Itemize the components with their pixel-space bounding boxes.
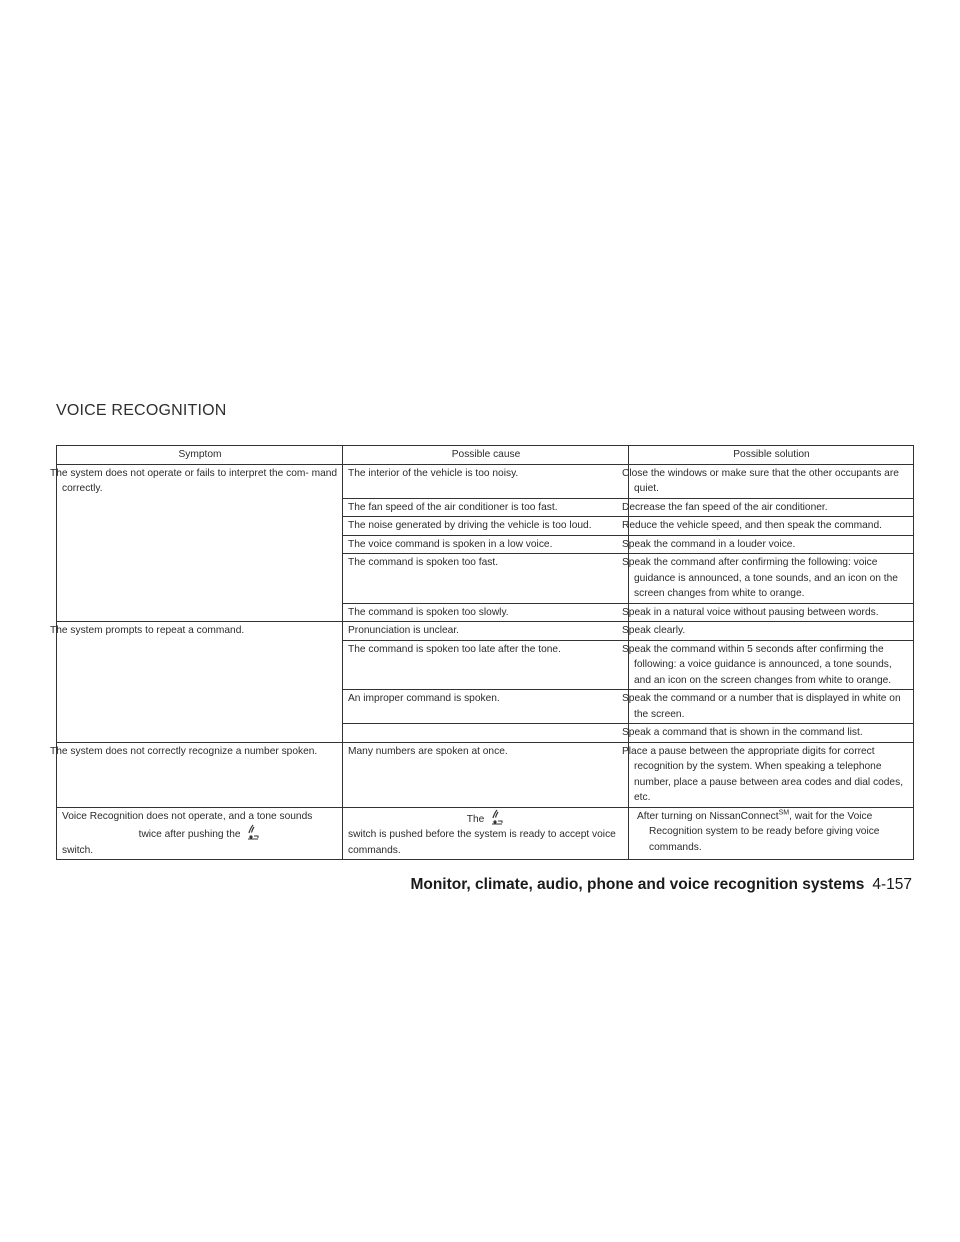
symptom-cell: The system does not operate or fails to interpret the com- mand correctly.: [57, 464, 343, 622]
cause-text-line1: The: [466, 813, 485, 825]
header-possible-cause: Possible cause: [343, 446, 629, 465]
cause-cell: The command is spoken too fast.: [343, 554, 629, 604]
page-footer: [410, 876, 912, 894]
cause-cell: An improper command is spoken.: [343, 690, 629, 724]
voice-recognition-table: [50, 445, 914, 860]
solution-cell: Decrease the fan speed of the air conditioner.: [629, 498, 914, 517]
solution-cell: Close the windows or make sure that the other occupants are quiet.: [629, 464, 914, 498]
cause-cell: The command is spoken too slowly.: [343, 603, 629, 622]
solution-cell: Speak a command that is shown in the command list.: [629, 724, 914, 743]
cause-cell: The command is spoken too late after the tone.: [343, 640, 629, 690]
cause-cell: Pronunciation is unclear.: [343, 622, 629, 641]
cause-cell: The interior of the vehicle is too noisy.: [343, 464, 629, 498]
solution-cell: Speak clearly.: [629, 622, 914, 641]
section-title: VOICE RECOGNITION: [56, 402, 227, 419]
solution-text-post: , wait for the Voice Recognition system to be ready before giving voice commands.: [649, 810, 880, 853]
solution-cell: Speak the command in a louder voice.: [629, 535, 914, 554]
service-mark: SM: [778, 809, 790, 817]
table-row: [57, 464, 914, 498]
solution-text-pre: After turning on NissanConnect: [637, 810, 779, 822]
solution-cell: Place a pause between the appropriate digits for correct recognition by the system. When speaking a telephone number, place a pause between area codes and dial codes, etc.: [629, 742, 914, 807]
table-row: [57, 622, 914, 641]
symptom-text-line3: switch.: [62, 844, 94, 856]
solution-cell: Speak the command or a number that is displayed in white on the screen.: [629, 690, 914, 724]
cause-cell: The fan speed of the air conditioner is too fast.: [343, 498, 629, 517]
symptom-cell: The system does not correctly recognize a number spoken.: [57, 742, 343, 807]
solution-cell: [629, 807, 914, 860]
solution-cell: Reduce the vehicle speed, and then speak the command.: [629, 517, 914, 536]
table-row: [57, 742, 914, 807]
header-possible-solution: Possible solution: [629, 446, 914, 465]
symptom-text-line1: Voice Recognition does not operate, and a tone sounds: [62, 810, 313, 822]
cause-cell: Many numbers are spoken at once.: [343, 742, 629, 807]
cause-cell: The voice command is spoken in a low voice.: [343, 535, 629, 554]
symptom-cell: The system prompts to repeat a command.: [57, 622, 343, 743]
solution-cell: Speak the command after confirming the following: voice guidance is announced, a tone sounds, and an icon on the screen changes from white to orange.: [629, 554, 914, 604]
voice-recognition-switch-icon: [245, 824, 261, 842]
symptom-cell: [57, 807, 343, 860]
header-symptom: Symptom: [57, 446, 343, 465]
solution-cell: Speak in a natural voice without pausing between words.: [629, 603, 914, 622]
table-row: [57, 807, 914, 860]
table-header-row: [57, 446, 914, 465]
footer-section-title: Monitor, climate, audio, phone and voice recognition systems: [410, 876, 865, 893]
cause-cell: The noise generated by driving the vehicle is too loud.: [343, 517, 629, 536]
cause-text-line2: switch is pushed before the system is ready to accept voice commands.: [348, 829, 616, 856]
symptom-text-line2: twice after pushing the: [138, 829, 241, 840]
page-number: 4-157: [872, 876, 912, 893]
cause-cell: [343, 807, 629, 860]
voice-recognition-switch-icon: [489, 809, 505, 827]
solution-cell: Speak the command within 5 seconds after confirming the following: a voice guidance is announced, a tone sounds, and an icon on the screen changes from white to orange.: [629, 640, 914, 690]
cause-cell: [343, 724, 629, 743]
